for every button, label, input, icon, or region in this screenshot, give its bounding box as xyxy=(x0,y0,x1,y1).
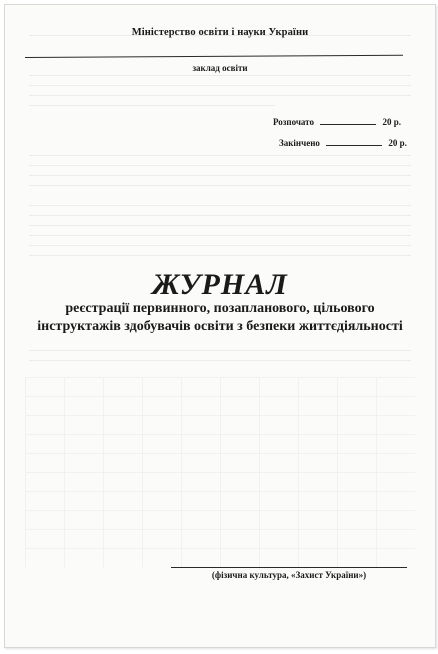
bleed-through-line xyxy=(29,75,411,76)
bleed-through-line xyxy=(29,165,411,166)
bleed-through-line xyxy=(29,235,411,236)
bleed-through-line xyxy=(29,360,411,361)
bleed-through-line xyxy=(29,350,411,351)
date-started-label: Розпочато xyxy=(273,117,314,127)
date-started-blank[interactable] xyxy=(320,124,376,125)
institution-caption: заклад освіти xyxy=(192,63,248,73)
bleed-through-line xyxy=(29,255,411,256)
subject-caption: (фізична культура, «Захист України») xyxy=(211,570,367,580)
bleed-through-line xyxy=(29,105,275,106)
bleed-through-line xyxy=(29,205,411,206)
journal-title: ЖУРНАЛ xyxy=(152,268,288,301)
bleed-through-line xyxy=(29,225,411,226)
journal-subtitle-line-2: інструктажів здобувачів освіти з безпеки життєдіяльності xyxy=(37,319,403,334)
bleed-through-line xyxy=(29,85,411,86)
subject-name-line[interactable] xyxy=(171,567,407,568)
year-prefix: 20 xyxy=(388,138,398,148)
bleed-through-line xyxy=(29,185,411,186)
year-suffix: р. xyxy=(399,138,407,148)
date-finished-label: Закінчено xyxy=(279,138,320,148)
bleed-through-line xyxy=(29,245,411,246)
year-prefix: 20 xyxy=(382,117,392,127)
year-suffix: р. xyxy=(393,117,402,127)
bleed-through-line xyxy=(29,175,411,176)
bleed-through-table xyxy=(25,377,415,567)
date-finished-blank[interactable] xyxy=(326,145,382,146)
ministry-name: Міністерство освіти і науки України xyxy=(131,27,309,38)
date-finished-row xyxy=(279,138,407,148)
journal-subtitle-line-1: реєстрації первинного, позапланового, цільового xyxy=(65,301,375,316)
bleed-through-line xyxy=(29,95,411,96)
bleed-through-line xyxy=(29,215,411,216)
journal-cover-page xyxy=(4,4,436,648)
bleed-through-line xyxy=(29,155,411,156)
date-started-row xyxy=(273,117,401,127)
institution-name-line[interactable] xyxy=(25,55,403,58)
